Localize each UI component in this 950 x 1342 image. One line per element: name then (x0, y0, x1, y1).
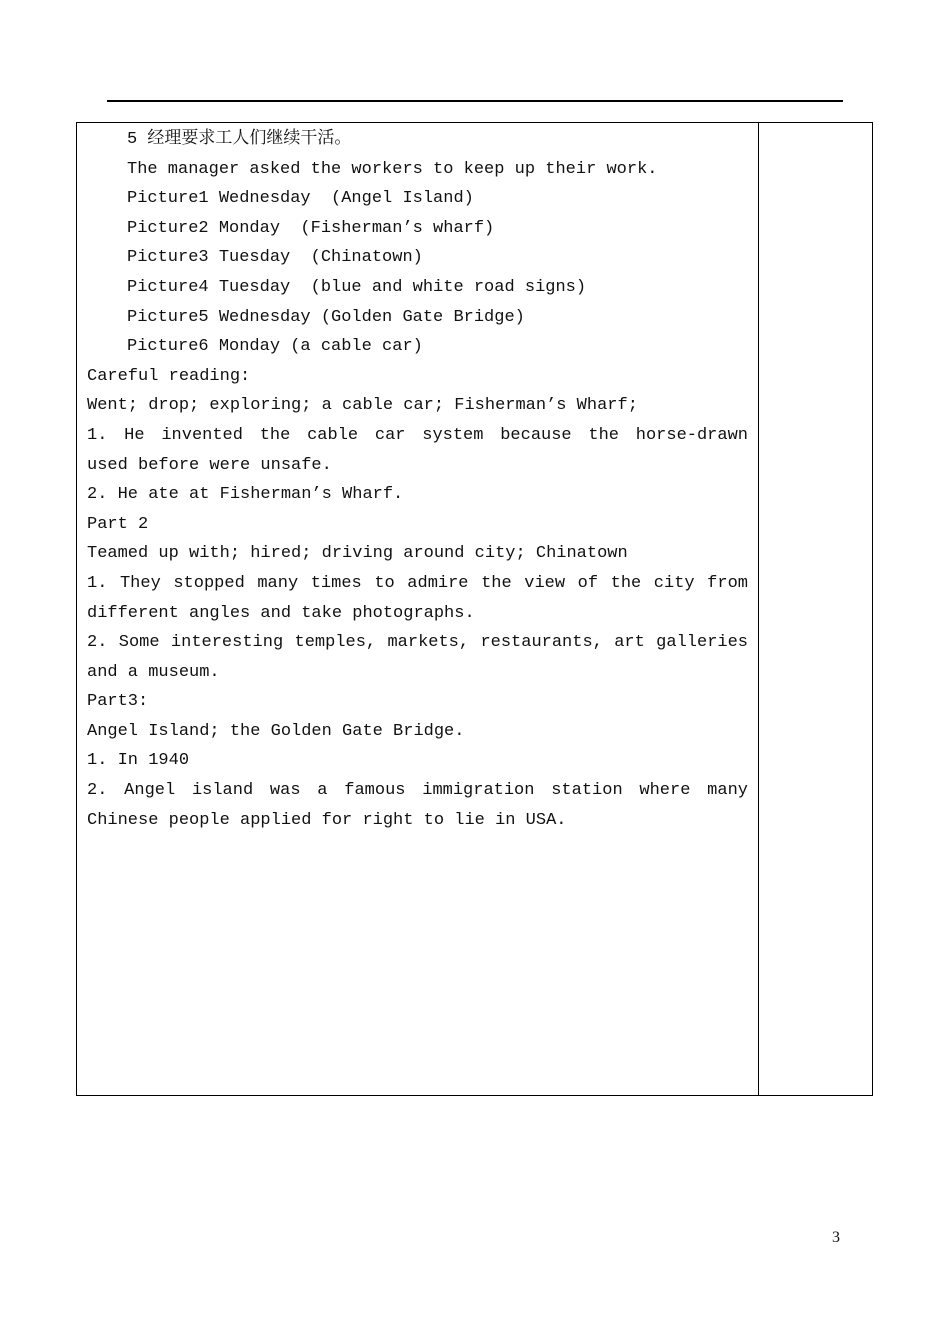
text-line: Picture4 Tuesday (blue and white road signs) (127, 277, 587, 297)
text-line: Picture2 Monday (Fisherman’s wharf) (127, 218, 495, 238)
text-line: and a museum. (87, 662, 220, 682)
text-line: 1. In 1940 (87, 751, 190, 771)
text-line: 5 经理要求工人们继续干活。 (127, 130, 352, 149)
text-line: different angles and take photographs. (87, 603, 475, 623)
text-line: Teamed up with; hired; driving around city; Chinatown (87, 544, 628, 564)
text-line: used before were unsafe. (87, 455, 332, 475)
text-line: Picture1 Wednesday (Angel Island) (127, 189, 474, 209)
text-line: Went; drop; exploring; a cable car; Fisherman’s Wharf; (87, 396, 638, 416)
text-line: 1. He invented the cable car system because the horse-drawn (87, 425, 748, 445)
page-number: 3 (832, 1229, 840, 1246)
text-line: Careful reading: (87, 366, 251, 386)
header-rule (107, 100, 843, 102)
text-line: Part 2 (87, 514, 149, 534)
text-line: 2. He ate at Fisherman’s Wharf. (87, 485, 404, 505)
text-line: Angel Island; the Golden Gate Bridge. (87, 721, 465, 741)
text-line: Picture6 Monday (a cable car) (127, 337, 423, 357)
text-line: Part3: (87, 692, 149, 712)
main-text-cell (87, 125, 748, 835)
text-line: The manager asked the workers to keep up their work. (127, 159, 658, 179)
text-line: Chinese people applied for right to lie in USA. (87, 810, 567, 830)
text-line: Picture5 Wednesday (Golden Gate Bridge) (127, 307, 525, 327)
content-table (76, 122, 873, 1096)
text-line: 2. Angel island was a famous immigration station where many (87, 781, 748, 801)
text-line: Picture3 Tuesday (Chinatown) (127, 248, 423, 268)
text-line: 1. They stopped many times to admire the view of the city from (87, 573, 748, 593)
text-line: 2. Some interesting temples, markets, restaurants, art galleries (87, 633, 748, 653)
column-divider (758, 123, 759, 1095)
